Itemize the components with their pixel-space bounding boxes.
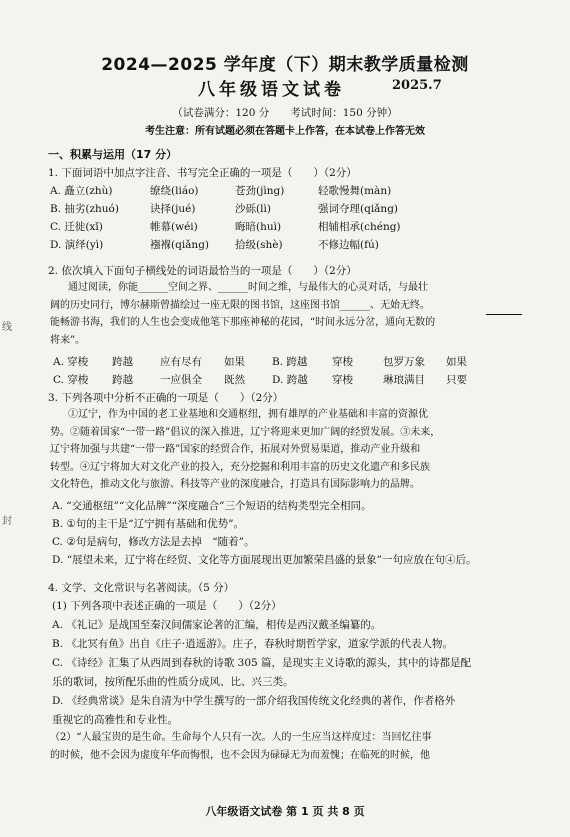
passage-line: 将来”。 <box>50 334 86 346</box>
q4-option-c: C. 《诗经》汇集了从西周到春秋的诗歌 305 篇，是现实主义诗歌的源头，其中的诗都是配 <box>52 657 472 669</box>
q1-word: 轻歌慢舞(màn) <box>318 185 392 197</box>
q4-option-a: A. 《礼记》是战国至秦汉间儒家论著的汇编，相传是西汉戴圣编纂的。 <box>52 619 382 631</box>
q1-word: 襁褓(qiǎng) <box>150 239 210 251</box>
passage-line: （2）“人最宝贵的是生命。生命每个人只有一次。人的一生应当这样度过：当回忆往事 <box>50 732 432 743</box>
question-2-stem: 2. 依次填入下面句子横线处的词语最恰当的一项是（ ）（2分） <box>48 265 357 277</box>
passage-line: 转型。④辽宁将加大对文化产业的投入，充分挖掘和利用丰富的历史文化遗产和多民族 <box>50 461 430 473</box>
q3-option-d: D. “展望未来，辽宁将在经贸、文化等方面展现出更加繁荣昌盛的景象”一句应放在句④后。 <box>52 554 477 566</box>
q2-option: B. 跨越 <box>272 356 308 368</box>
q4-option-b: B. 《北冥有鱼》出自《庄子·逍遥游》。庄子，春秋时期哲学家，道家学派的代表人物。 <box>52 638 453 650</box>
passage-line: 的时候，他不会因为虚度年华而悔恨，也不会因为碌碌无为而羞愧；在临死的时候，他 <box>50 749 430 761</box>
q1-word: 诀择(jué) <box>150 203 196 215</box>
passage-line: 辽宁将加强与共建“一带一路”国家的经贸合作，拓展对外贸易渠道，推动产业升级和 <box>50 444 421 455</box>
passage-line: 文化特色，推动文化与旅游、科技等产业的深度融合，打造具有国际影响力的品牌。 <box>50 479 420 490</box>
q3-option-b: B. ①句的主干是“辽宁拥有基础和优势”。 <box>52 518 245 530</box>
q2-word: 穿梭 <box>332 374 353 386</box>
question-4-sub2 <box>50 729 518 764</box>
q2-word: 如果 <box>224 356 245 368</box>
q2-word: 琳琅满目 <box>383 374 425 386</box>
q2-word: 既然 <box>224 374 245 386</box>
q1-option: B. 抽劣(zhuó) <box>50 203 119 215</box>
q2-option: D. 跨越 <box>272 374 308 386</box>
q2-word: 一应俱全 <box>160 374 202 386</box>
q2-word: 应有尽有 <box>160 356 202 368</box>
q4-option-d-cont: 重视它的高雅性和专业性。 <box>52 714 178 726</box>
q1-word: 不修边幅(fú) <box>318 239 379 251</box>
question-1-stem: 1. 下面词语中加点字注音、书写完全正确的一项是（ ）（2分） <box>48 167 357 179</box>
q4-option-c-cont: 乐的歌词，按所配乐曲的性质分成风、比、兴三类。 <box>52 676 294 688</box>
exam-title: 2024—2025 学年度（下）期末教学质量检测 <box>101 55 469 75</box>
q1-word: 相辅相承(chéng) <box>318 221 401 233</box>
q2-word: 跨越 <box>112 374 133 386</box>
q1-word: 沙砾(lì) <box>235 203 271 215</box>
exam-notice: 考生注意：所有试题必须在答题卡上作答，在本试卷上作答无效 <box>145 126 425 137</box>
question-2-passage <box>50 279 518 349</box>
q1-word: 晦暗(huì) <box>235 221 282 233</box>
passage-line: 势。②随着国家“一带一路”倡议的深入推进，辽宁将迎来更加广阔的经贸发展。③未来， <box>50 426 441 438</box>
passage-line: ①辽宁，作为中国的老工业基地和交通枢纽，拥有雄厚的产业基础和丰富的资源优 <box>68 409 428 420</box>
q3-option-c: C. ②句是病句，修改方法是去掉 “随着”。 <box>52 536 255 548</box>
q1-word: 拾级(shè) <box>235 239 283 251</box>
q1-option: C. 迁徙(xǐ) <box>50 221 103 233</box>
passage-line: 阔的历史同行，博尔赫斯曾描绘过一座无限的图书馆，这座图书馆______、无始无终。 <box>50 299 430 311</box>
fill-blank-dash <box>486 314 522 315</box>
section-heading: 一、积累与运用（17 分） <box>48 148 178 161</box>
q1-option: A. 矗立(zhù) <box>50 185 113 197</box>
q2-word: 穿梭 <box>332 356 353 368</box>
passage-line: 能畅游书海，我们的人生也会变成他笔下那座神秘的花园，“时间永远分岔，通向无数的 <box>50 317 436 328</box>
q1-option: D. 演绎(yì) <box>50 239 104 251</box>
q1-word: 帷幕(wéi) <box>150 221 198 233</box>
q2-word: 只要 <box>446 374 467 386</box>
q2-option: C. 穿梭 <box>53 374 89 386</box>
q1-word: 缭绕(liáo) <box>150 185 199 197</box>
binding-mark: 线 <box>2 322 12 333</box>
question-3-passage <box>50 406 518 494</box>
page-footer: 八年级语文试卷 第 1 页 共 8 页 <box>205 805 365 818</box>
q2-word: 跨越 <box>112 356 133 368</box>
question-4-stem: 4. 文学、文化常识与名著阅读。（5 分） <box>48 582 235 594</box>
exam-date: 2025.7 <box>392 78 442 93</box>
q2-word: 如果 <box>446 356 467 368</box>
q2-option: A. 穿梭 <box>53 356 89 368</box>
exam-subtitle: 八年级语文试卷 <box>198 80 345 100</box>
q2-word: 包罗万象 <box>383 356 425 368</box>
q1-word: 苍劲(jìng) <box>235 185 285 197</box>
exam-meta: （试卷满分：120 分 考试时间：150 分钟） <box>172 107 398 119</box>
question-3-stem: 3. 下列各项中分析不正确的一项是（ ）（2分） <box>48 392 284 404</box>
q3-option-a: A. “交通枢纽”“文化品牌”“深度融合”三个短语的结构类型完全相同。 <box>52 500 372 512</box>
passage-line: 通过阅读，你能______空间之界、______时间之维，与最伟大的心灵对话，与最壮 <box>68 282 428 293</box>
binding-mark: 封 <box>2 516 12 527</box>
q1-word: 强词夺理(qiǎng) <box>318 203 399 215</box>
question-4-sub1: (1) 下列各项中表述正确的一项是（ ）（2分） <box>52 600 282 612</box>
q4-option-d: D. 《经典常谈》是朱自清为中学生撰写的一部介绍我国传统文化经典的著作，作者格外 <box>52 695 456 707</box>
